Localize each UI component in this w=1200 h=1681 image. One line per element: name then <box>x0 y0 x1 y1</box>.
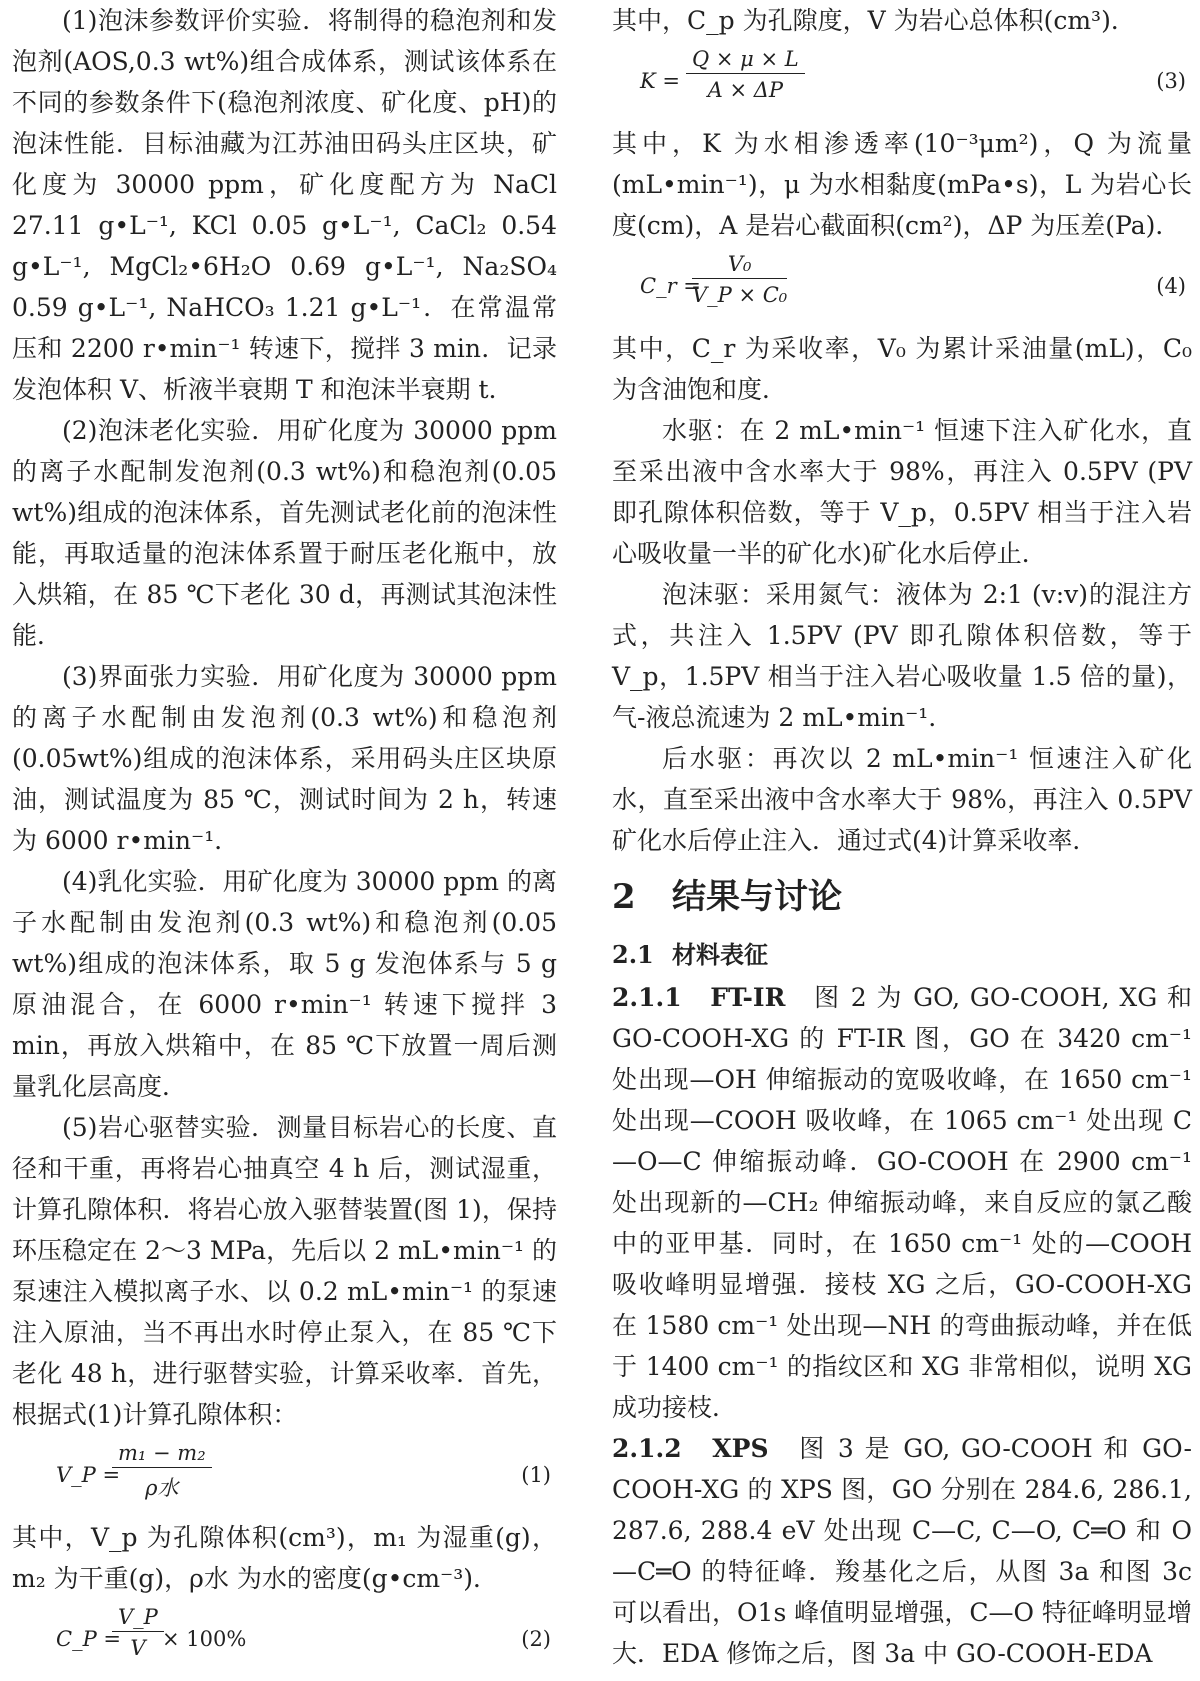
equation-1-lhs: V_P = <box>56 1463 121 1487</box>
equation-3-number: (3) <box>1156 69 1186 93</box>
equation-2-tail: × 100% <box>162 1627 247 1651</box>
para-foam-flooding: 泡沫驱：采用氮气：液体为 2:1 (v:v)的混注方式，共注入 1.5PV (PV 即孔隙体积倍数，等于 V_p，1.5PV 相当于注入岩心吸收量 1.5 倍的量)，气-液总流速为 2 mL•min⁻¹． <box>612 580 1192 732</box>
para-eq3-where: 其中，K 为水相渗透率(10⁻³μm²)，Q 为流量(mL•min⁻¹)，μ 为水相黏度(mPa•s)，L 为岩心长度(cm)，A 是岩心截面积(cm²)，ΔP 为压差(Pa)． <box>612 129 1192 240</box>
ftir-run-in-heading: 2.1.1 FT-IR <box>612 983 786 1012</box>
para-eq2-where: 其中，C_p 为孔隙度，V 为岩心总体积(cm³)． <box>612 6 1136 35</box>
para-foam-aging: (2)泡沫老化实验．用矿化度为 30000 ppm 的离子水配制发泡剂(0.3 wt%)和稳泡剂(0.05 wt%)组成的泡沫体系，首先测试老化前的泡沫性能，再取适量的泡沫体系置于耐压老化瓶中，放入烘箱，在 85 ℃下老化 30 d，再测试其泡沫性能． <box>12 416 557 650</box>
para-ftir <box>612 977 1192 1428</box>
left-column <box>12 0 557 1681</box>
equation-3-denominator: A × ΔP <box>707 78 784 102</box>
equation-3-numerator: Q × μ × L <box>686 47 805 74</box>
equation-3-lhs: K = <box>640 69 680 93</box>
equation-4-numerator: V₀ <box>692 252 787 279</box>
equation-2-fraction <box>112 1605 164 1660</box>
section-heading-2 <box>612 861 1192 933</box>
para-post-water-flooding: 后水驱：再次以 2 mL•min⁻¹ 恒速注入矿化水，直至采出液中含水率大于 98%，再注入 0.5PV 矿化水后停止注入．通过式(4)计算采收率． <box>612 744 1192 855</box>
right-column <box>612 0 1192 1674</box>
equation-2-numerator: V_P <box>112 1605 164 1632</box>
xps-body: 图 3 是 GO, GO-COOH 和 GO-COOH-XG 的 XPS 图，GO 分别在 284.6, 286.1, 287.6, 288.4 eV 处出现 C—C, C—O, C═O 和 O—C═O 的特征峰．羧基化之后，从图 3a 和图 3c 可以看出，O1s 峰值明显增强，C—O 特征峰明显增大．EDA 修饰之后，图 3a 中 GO-COOH-EDA <box>612 1434 1192 1668</box>
equation-2-lhs: C_P = <box>56 1627 121 1651</box>
equation-4-denominator: V_P × C₀ <box>692 283 788 307</box>
para-interfacial-tension: (3)界面张力实验．用矿化度为 30000 ppm 的离子水配制由发泡剂(0.3 wt%)和稳泡剂(0.05wt%)组成的泡沫体系，采用码头庄区块原油，测试温度为 85 ℃，测试时间为 2 h，转速为 6000 r•min⁻¹． <box>12 662 557 855</box>
section-2-title: 结果与讨论 <box>672 877 842 917</box>
equation-3 <box>612 41 1192 123</box>
ftir-body: 图 2 为 GO, GO-COOH, XG 和 GO-COOH-XG 的 FT-IR 图，GO 在 3420 cm⁻¹ 处出现—OH 伸缩振动的宽吸收峰，在 1650 cm⁻¹ 处出现—COOH 吸收峰，在 1065 cm⁻¹ 处出现 C—O—C 伸缩振动峰．GO-COOH 在 2900 cm⁻¹ 处出现新的—CH₂ 伸缩振动峰，来自反应的氯乙酸中的亚甲基．同时，在 1650 cm⁻¹ 处的—COOH 吸收峰明显增强．接枝 XG 之后，GO-COOH-XG 在 1580 cm⁻¹ 处出现—NH 的弯曲振动峰，并在低于 1400 cm⁻¹ 的指纹区和 XG 非常相似，说明 XG 成功接枝． <box>612 983 1192 1422</box>
para-water-flooding: 水驱：在 2 mL•min⁻¹ 恒速下注入矿化水，直至采出液中含水率大于 98%，再注入 0.5PV (PV 即孔隙体积倍数，等于 V_p，0.5PV 相当于注入岩心吸收量一半的矿化水)矿化水后停止． <box>612 416 1192 568</box>
equation-4 <box>612 246 1192 328</box>
equation-4-fraction <box>692 252 787 307</box>
xps-run-in-heading: 2.1.2 XPS <box>612 1434 769 1463</box>
equation-1-denominator: ρ水 <box>145 1476 179 1500</box>
para-xps <box>612 1428 1192 1674</box>
para-core-flooding: (5)岩心驱替实验．测量目标岩心的长度、直径和干重，再将岩心抽真空 4 h 后，测试湿重，计算孔隙体积．将岩心放入驱替装置(图 1)，保持环压稳定在 2～3 MPa，先后以 2 mL•min⁻¹ 的泵速注入模拟离子水、以 0.2 mL•min⁻¹ 的泵速注入原油，当不再出水时停止泵入，在 85 ℃下老化 48 h，进行驱替实验，计算采收率．首先，根据式(1)计算孔隙体积： <box>12 1113 557 1429</box>
para-foam-evaluation: (1)泡沫参数评价实验．将制得的稳泡剂和发泡剂(AOS,0.3 wt%)组合成体系，测试该体系在不同的参数条件下(稳泡剂浓度、矿化度、pH)的泡沫性能．目标油藏为江苏油田码头庄区块，矿化度为 30000 ppm，矿化度配方为 NaCl 27.11 g•L⁻¹, KCl 0.05 g•L⁻¹, CaCl₂ 0.54 g•L⁻¹, MgCl₂•6H₂O 0.69 g•L⁻¹, Na₂SO₄ 0.59 g•L⁻¹, NaHCO₃ 1.21 g•L⁻¹．在常温常压和 2200 r•min⁻¹ 转速下，搅拌 3 min．记录发泡体积 V、析液半衰期 T 和泡沫半衰期 t． <box>12 6 557 404</box>
equation-1-fraction <box>112 1441 212 1502</box>
subsection-2-1-number: 2.1 <box>612 940 654 969</box>
para-eq1-where: 其中，V_p 为孔隙体积(cm³)，m₁ 为湿重(g)，m₂ 为干重(g)，ρ水 为水的密度(g•cm⁻³)． <box>12 1523 557 1593</box>
equation-1-numerator: m₁ − m₂ <box>112 1441 212 1468</box>
equation-3-fraction <box>686 47 805 102</box>
para-eq4-where: 其中，C_r 为采收率，V₀ 为累计采油量(mL)，C₀ 为含油饱和度． <box>612 334 1192 404</box>
equation-4-lhs: C_r = <box>640 274 701 298</box>
para-emulsification: (4)乳化实验．用矿化度为 30000 ppm 的离子水配制由发泡剂(0.3 wt%)和稳泡剂(0.05 wt%)组成的泡沫体系，取 5 g 发泡体系与 5 g 原油混合，在 6000 r•min⁻¹ 转速下搅拌 3 min，再放入烘箱中，在 85 ℃下放置一周后测量乳化层高度． <box>12 867 557 1101</box>
equation-1 <box>12 1435 557 1517</box>
subsection-2-1-title: 材料表征 <box>672 940 768 969</box>
equation-2 <box>12 1599 557 1681</box>
section-2-number: 2 <box>612 877 636 917</box>
equation-2-number: (2) <box>521 1627 551 1651</box>
equation-2-denominator: V <box>130 1636 146 1660</box>
subsection-heading-2-1 <box>612 933 1192 977</box>
equation-1-number: (1) <box>521 1463 551 1487</box>
equation-4-number: (4) <box>1156 274 1186 298</box>
